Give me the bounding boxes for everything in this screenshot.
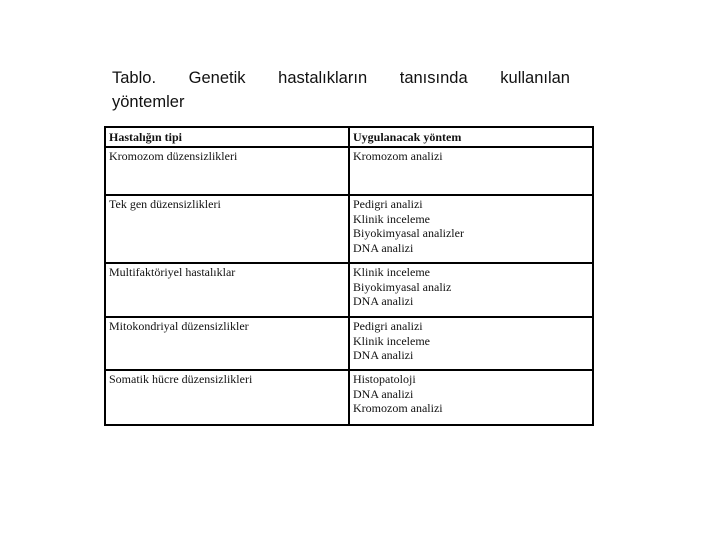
table-row [105, 263, 593, 317]
table-row [105, 317, 593, 370]
method-item: Kromozom analizi [353, 401, 443, 415]
method-item: Biyokimyasal analiz [353, 279, 452, 294]
caption-line-2: yöntemler [112, 93, 185, 111]
method-item: DNA analizi [353, 294, 414, 308]
disease-type-cell: Kromozom düzensizlikleri [105, 147, 349, 195]
method-cell [349, 147, 593, 195]
table-row [105, 147, 593, 195]
disease-type-cell: Somatik hücre düzensizlikleri [105, 370, 349, 425]
disease-type-cell: Multifaktöriyel hastalıklar [105, 263, 349, 317]
genetic-methods-table [104, 126, 594, 426]
caption-word: hastalıkların [278, 69, 368, 87]
method-cell [349, 370, 593, 425]
method-item: Histopatoloji [353, 372, 416, 386]
caption-line-1 [112, 66, 570, 90]
method-item: DNA analizi [353, 348, 414, 362]
caption-word: Genetik [188, 69, 246, 87]
method-item: DNA analizi [353, 240, 414, 255]
caption-word: kullanılan [500, 69, 570, 87]
method-cell [349, 195, 593, 263]
table-header-row [105, 127, 593, 147]
method-item: Klinik inceleme [353, 265, 430, 279]
table-row [105, 195, 593, 263]
caption-word: Tablo. [112, 69, 157, 87]
method-item: Kromozom analizi [353, 149, 443, 163]
method-item: DNA analizi [353, 386, 414, 401]
table-caption [112, 66, 570, 114]
header-disease-type: Hastalığın tipi [105, 127, 349, 147]
disease-type-cell: Mitokondriyal düzensizlikler [105, 317, 349, 370]
method-item: Pedigri analizi [353, 319, 423, 333]
header-method: Uygulanacak yöntem [349, 127, 593, 147]
table-row [105, 370, 593, 425]
caption-word: tanısında [399, 69, 468, 87]
method-cell [349, 263, 593, 317]
method-cell [349, 317, 593, 370]
method-item: Pedigri analizi [353, 197, 423, 211]
method-item: Klinik inceleme [353, 333, 430, 348]
method-item: Klinik inceleme [353, 211, 430, 226]
disease-type-cell: Tek gen düzensizlikleri [105, 195, 349, 263]
method-item: Biyokimyasal analizler [353, 226, 464, 240]
